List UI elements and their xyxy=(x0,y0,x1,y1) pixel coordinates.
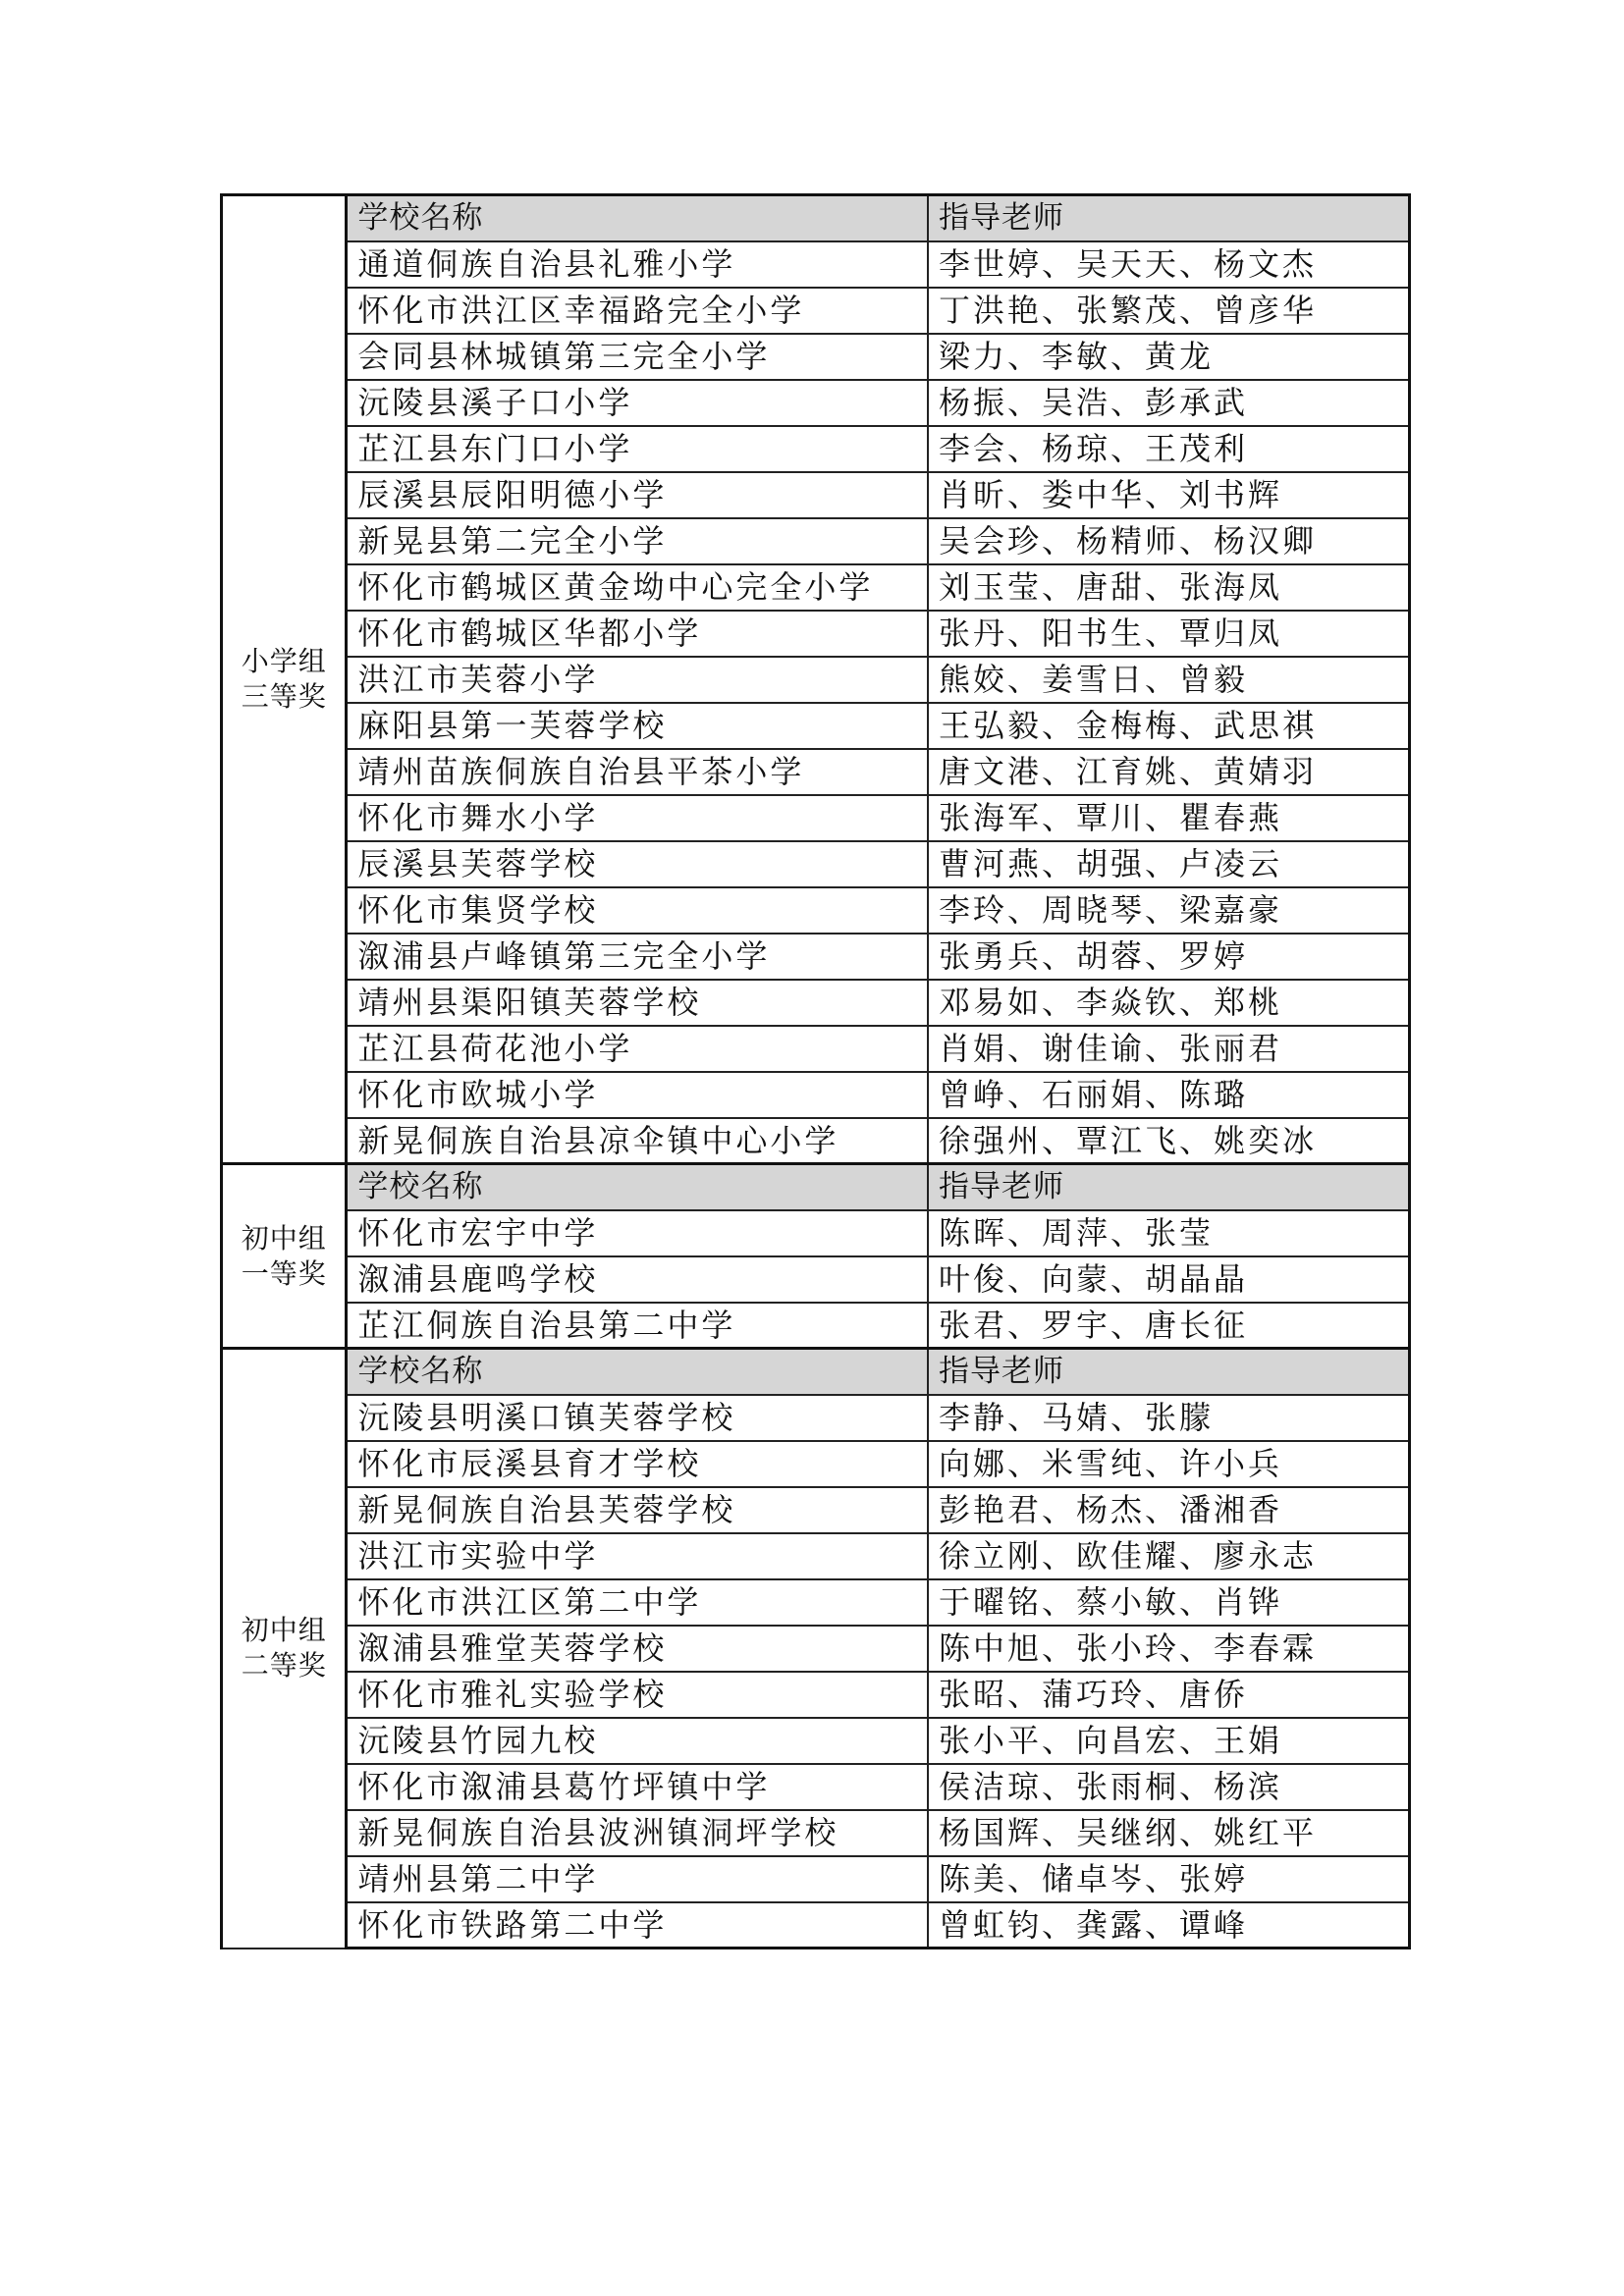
group-header-row xyxy=(222,1349,1410,1395)
teacher-names-cell: 张君、罗宇、唐长征 xyxy=(928,1303,1410,1349)
teacher-names-cell: 杨振、吴浩、彭承武 xyxy=(928,380,1410,426)
teacher-names-cell: 肖娟、谢佳谕、张丽君 xyxy=(928,1026,1410,1072)
table-row xyxy=(222,380,1410,426)
school-name-cell: 辰溪县芙蓉学校 xyxy=(347,841,928,887)
teacher-names-cell: 陈中旭、张小玲、李春霖 xyxy=(928,1626,1410,1672)
school-name-cell: 靖州苗族侗族自治县平茶小学 xyxy=(347,749,928,795)
teacher-names-cell: 陈晖、周萍、张莹 xyxy=(928,1210,1410,1256)
school-name-cell: 芷江县东门口小学 xyxy=(347,426,928,472)
school-name-cell: 新晃侗族自治县芙蓉学校 xyxy=(347,1487,928,1533)
table-row xyxy=(222,749,1410,795)
teacher-names-cell: 丁洪艳、张繁茂、曾彦华 xyxy=(928,288,1410,334)
school-name-cell: 怀化市鹤城区黄金坳中心完全小学 xyxy=(347,564,928,611)
teacher-names-cell: 曹河燕、胡强、卢凌云 xyxy=(928,841,1410,887)
school-name-cell: 溆浦县雅堂芙蓉学校 xyxy=(347,1626,928,1672)
table-row xyxy=(222,934,1410,980)
teacher-names-cell: 李世婷、吴天天、杨文杰 xyxy=(928,241,1410,288)
group-category: 小学组 xyxy=(241,645,327,677)
table-row xyxy=(222,1672,1410,1718)
table-row xyxy=(222,241,1410,288)
school-name-cell: 怀化市集贤学校 xyxy=(347,887,928,934)
school-name-cell: 芷江侗族自治县第二中学 xyxy=(347,1303,928,1349)
school-name-cell: 怀化市欧城小学 xyxy=(347,1072,928,1118)
teacher-names-cell: 彭艳君、杨杰、潘湘香 xyxy=(928,1487,1410,1533)
table-row xyxy=(222,288,1410,334)
school-name-cell: 溆浦县卢峰镇第三完全小学 xyxy=(347,934,928,980)
table-row xyxy=(222,1395,1410,1441)
teacher-names-cell: 向娜、米雪纯、许小兵 xyxy=(928,1441,1410,1487)
teacher-column-header: 指导老师 xyxy=(928,195,1410,241)
table-row xyxy=(222,1764,1410,1810)
school-name-cell: 怀化市舞水小学 xyxy=(347,795,928,841)
school-name-cell: 通道侗族自治县礼雅小学 xyxy=(347,241,928,288)
table-row xyxy=(222,564,1410,611)
school-name-cell: 溆浦县鹿鸣学校 xyxy=(347,1256,928,1303)
school-name-cell: 会同县林城镇第三完全小学 xyxy=(347,334,928,380)
table-row xyxy=(222,1856,1410,1902)
teacher-names-cell: 于曜铭、蔡小敏、肖铧 xyxy=(928,1579,1410,1626)
group-prize-level: 一等奖 xyxy=(241,1256,327,1290)
table-row xyxy=(222,1303,1410,1349)
table-row xyxy=(222,1902,1410,1949)
school-name-cell: 怀化市溆浦县葛竹坪镇中学 xyxy=(347,1764,928,1810)
teacher-names-cell: 王弘毅、金梅梅、武思祺 xyxy=(928,703,1410,749)
table-row xyxy=(222,795,1410,841)
teacher-names-cell: 张昭、蒲巧玲、唐侨 xyxy=(928,1672,1410,1718)
table-row xyxy=(222,1118,1410,1164)
teacher-names-cell: 邓易如、李焱钦、郑桃 xyxy=(928,980,1410,1026)
table-row xyxy=(222,841,1410,887)
teacher-names-cell: 李静、马婧、张朦 xyxy=(928,1395,1410,1441)
table-row xyxy=(222,1487,1410,1533)
school-name-cell: 怀化市洪江区第二中学 xyxy=(347,1579,928,1626)
teacher-column-header: 指导老师 xyxy=(928,1349,1410,1395)
teacher-names-cell: 叶俊、向蒙、胡晶晶 xyxy=(928,1256,1410,1303)
table-row xyxy=(222,1810,1410,1856)
teacher-names-cell: 曾峥、石丽娟、陈璐 xyxy=(928,1072,1410,1118)
table-row xyxy=(222,426,1410,472)
group-category: 初中组 xyxy=(241,1221,327,1255)
teacher-names-cell: 杨国辉、吴继纲、姚红平 xyxy=(928,1810,1410,1856)
school-column-header: 学校名称 xyxy=(347,195,928,241)
table-row xyxy=(222,1718,1410,1764)
table-row xyxy=(222,472,1410,518)
teacher-names-cell: 梁力、李敏、黄龙 xyxy=(928,334,1410,380)
teacher-names-cell: 曾虹钧、龚露、谭峰 xyxy=(928,1902,1410,1949)
school-name-cell: 沅陵县明溪口镇芙蓉学校 xyxy=(347,1395,928,1441)
teacher-names-cell: 肖昕、娄中华、刘书辉 xyxy=(928,472,1410,518)
table-row xyxy=(222,980,1410,1026)
school-name-cell: 洪江市实验中学 xyxy=(347,1533,928,1579)
teacher-names-cell: 张丹、阳书生、覃归凤 xyxy=(928,611,1410,657)
school-name-cell: 洪江市芙蓉小学 xyxy=(347,657,928,703)
table-row xyxy=(222,1579,1410,1626)
school-name-cell: 靖州县渠阳镇芙蓉学校 xyxy=(347,980,928,1026)
group-label xyxy=(222,1349,347,1949)
teacher-names-cell: 李玲、周晓琴、梁嘉豪 xyxy=(928,887,1410,934)
school-name-cell: 怀化市铁路第二中学 xyxy=(347,1902,928,1949)
table-row xyxy=(222,1210,1410,1256)
teacher-names-cell: 张勇兵、胡蓉、罗婷 xyxy=(928,934,1410,980)
teacher-names-cell: 张海军、覃川、瞿春燕 xyxy=(928,795,1410,841)
table-row xyxy=(222,1441,1410,1487)
table-row xyxy=(222,1026,1410,1072)
table-row xyxy=(222,1626,1410,1672)
table-row xyxy=(222,703,1410,749)
group-label xyxy=(222,1164,347,1349)
teacher-names-cell: 李会、杨琼、王茂利 xyxy=(928,426,1410,472)
school-name-cell: 辰溪县辰阳明德小学 xyxy=(347,472,928,518)
table-row xyxy=(222,1533,1410,1579)
school-name-cell: 新晃侗族自治县波洲镇洞坪学校 xyxy=(347,1810,928,1856)
school-name-cell: 新晃县第二完全小学 xyxy=(347,518,928,564)
teacher-names-cell: 刘玉莹、唐甜、张海凤 xyxy=(928,564,1410,611)
teacher-names-cell: 徐立刚、欧佳耀、廖永志 xyxy=(928,1533,1410,1579)
group-header-row xyxy=(222,1164,1410,1210)
school-name-cell: 怀化市宏宇中学 xyxy=(347,1210,928,1256)
table-row xyxy=(222,1072,1410,1118)
teacher-names-cell: 熊姣、姜雪日、曾毅 xyxy=(928,657,1410,703)
teacher-names-cell: 陈美、储卓岑、张婷 xyxy=(928,1856,1410,1902)
teacher-names-cell: 唐文港、江育姚、黄婧羽 xyxy=(928,749,1410,795)
award-table-body xyxy=(222,195,1410,1949)
school-name-cell: 靖州县第二中学 xyxy=(347,1856,928,1902)
school-name-cell: 沅陵县竹园九校 xyxy=(347,1718,928,1764)
group-label xyxy=(222,195,347,1164)
teacher-names-cell: 吴会珍、杨精师、杨汉卿 xyxy=(928,518,1410,564)
teacher-names-cell: 张小平、向昌宏、王娟 xyxy=(928,1718,1410,1764)
table-row xyxy=(222,1256,1410,1303)
group-prize-level: 三等奖 xyxy=(241,680,327,713)
group-prize-level: 二等奖 xyxy=(241,1649,327,1682)
teacher-names-cell: 侯洁琼、张雨桐、杨滨 xyxy=(928,1764,1410,1810)
table-row xyxy=(222,334,1410,380)
school-name-cell: 怀化市鹤城区华都小学 xyxy=(347,611,928,657)
school-name-cell: 麻阳县第一芙蓉学校 xyxy=(347,703,928,749)
school-name-cell: 怀化市雅礼实验学校 xyxy=(347,1672,928,1718)
table-row xyxy=(222,657,1410,703)
teacher-names-cell: 徐强州、覃江飞、姚奕冰 xyxy=(928,1118,1410,1164)
group-category: 初中组 xyxy=(241,1614,327,1647)
school-name-cell: 芷江县荷花池小学 xyxy=(347,1026,928,1072)
teacher-column-header: 指导老师 xyxy=(928,1164,1410,1210)
table-row xyxy=(222,611,1410,657)
school-name-cell: 怀化市洪江区幸福路完全小学 xyxy=(347,288,928,334)
table-row xyxy=(222,518,1410,564)
school-column-header: 学校名称 xyxy=(347,1349,928,1395)
table-row xyxy=(222,887,1410,934)
group-header-row xyxy=(222,195,1410,241)
school-name-cell: 沅陵县溪子口小学 xyxy=(347,380,928,426)
award-table xyxy=(220,193,1411,1949)
school-name-cell: 怀化市辰溪县育才学校 xyxy=(347,1441,928,1487)
school-column-header: 学校名称 xyxy=(347,1164,928,1210)
school-name-cell: 新晃侗族自治县凉伞镇中心小学 xyxy=(347,1118,928,1164)
